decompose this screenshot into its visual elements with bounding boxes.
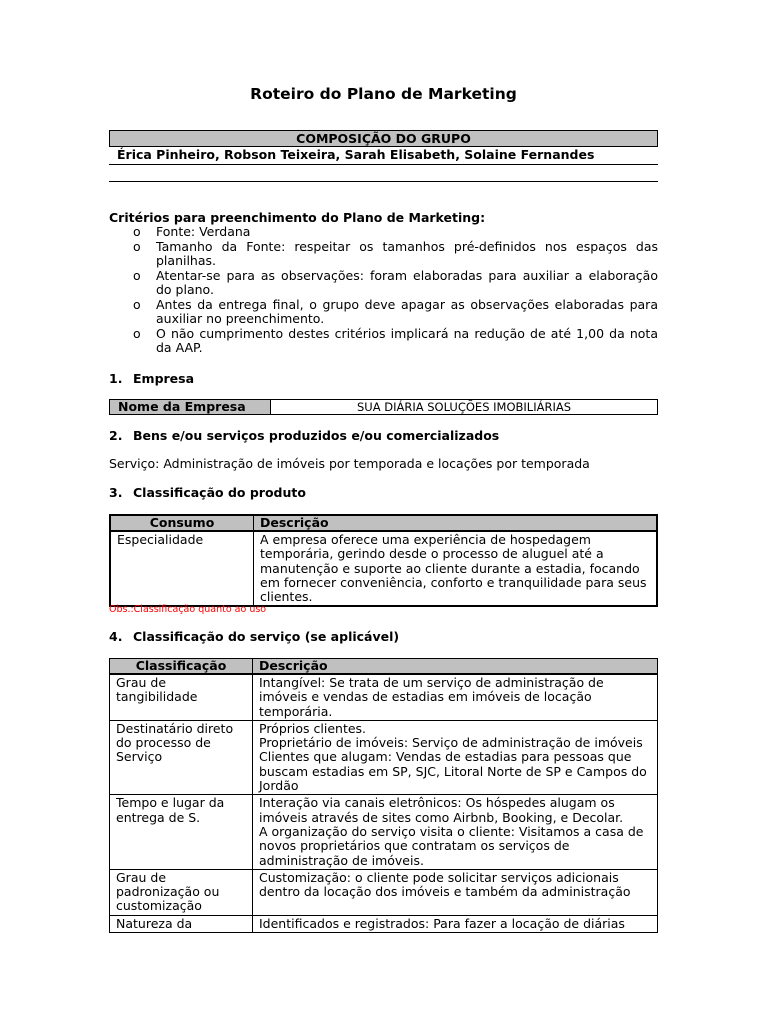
criteria-item: o Atentar-se para as observações: foram elaboradas para auxiliar a elaboração do plano. (133, 267, 658, 297)
criteria-title: Critérios para preenchimento do Plano de Marketing: (109, 210, 486, 225)
criteria-item: o O não cumprimento destes critérios implicará na redução de até 1,00 da nota da AAP. (133, 325, 658, 355)
bullet: o (133, 224, 141, 239)
row-label: Tempo e lugar da entrega de S. (110, 795, 253, 869)
section-servico-title: 4. Classificação do serviço (se aplicável) (109, 629, 400, 644)
produto-table (109, 514, 658, 607)
bullet: o (133, 296, 141, 312)
bullet: o (133, 238, 141, 254)
servico-description: Serviço: Administração de imóveis por temporada e locações por temporada (109, 456, 590, 471)
col-header-descricao: Descrição (254, 515, 658, 531)
empresa-label: Nome da Empresa (110, 400, 271, 415)
row-description: A empresa oferece uma experiência de hospedagem temporária, gerindo desde o processo de aluguel até a manutenção e suporte ao cliente durante a estadia, focando em fornecer conveniência, conforto e tranquilidade para seus clientes. (254, 531, 658, 606)
table-row (110, 674, 658, 720)
row-label: Especialidade (110, 531, 254, 606)
row-description: Customização: o cliente pode solicitar serviços adicionais dentro da locação dos imóveis e também da administração (253, 869, 658, 915)
criteria-list (109, 225, 658, 356)
row-description: Interação via canais eletrônicos: Os hóspedes alugam os imóveis através de sites como Airbnb, Booking, e Decolar. A organização do serviço visita o cliente: Visitamos a casa de novos proprietários que contratam os serviços de administração de imóveis. (253, 795, 658, 869)
obs-note: Obs.:Classificação quanto ao uso (109, 604, 267, 615)
section-bens-title: 2. Bens e/ou serviços produzidos e/ou comercializados (109, 428, 500, 443)
row-description: Identificados e registrados: Para fazer a locação de diárias (253, 915, 658, 932)
criteria-item: o Antes da entrega final, o grupo deve apagar as observações elaboradas para auxiliar no preenchimento. (133, 296, 658, 326)
group-header: COMPOSIÇÃO DO GRUPO (109, 130, 658, 147)
row-label: Destinatário direto do processo de Serviço (110, 720, 253, 794)
blank-line (109, 165, 658, 182)
group-section (109, 130, 658, 182)
row-description: Próprios clientes. Proprietário de imóveis: Serviço de administração de imóveis Clientes que alugam: Vendas de estadias para pessoas que buscam estadias em SP, SJC, Litoral Norte de SP e Campos do Jordão (253, 720, 658, 794)
empresa-table (109, 399, 658, 415)
row-description: Intangível: Se trata de um serviço de administração de imóveis e vendas de estadias em imóveis de locação temporária. (253, 674, 658, 720)
section-produto-title: 3. Classificação do produto (109, 485, 306, 500)
group-names: Érica Pinheiro, Robson Teixeira, Sarah Elisabeth, Solaine Fernandes (109, 147, 658, 165)
table-row (110, 915, 658, 932)
servico-table (109, 658, 658, 933)
table-row (110, 869, 658, 915)
table-row (110, 531, 657, 606)
table-row (110, 720, 658, 794)
criteria-item: o Tamanho da Fonte: respeitar os tamanhos pré-definidos nos espaços das planilhas. (133, 238, 658, 268)
empresa-value: SUA DIÁRIA SOLUÇÕES IMOBILIÁRIAS (271, 400, 658, 415)
col-header-descricao: Descrição (253, 659, 658, 675)
page-title: Roteiro do Plano de Marketing (250, 85, 517, 103)
table-row (110, 795, 658, 869)
col-header-classificacao: Classificação (110, 659, 253, 675)
row-label: Natureza da (110, 915, 253, 932)
criteria-item: o Fonte: Verdana (133, 224, 251, 239)
bullet: o (133, 267, 141, 283)
row-label: Grau de tangibilidade (110, 674, 253, 720)
criteria-section (109, 210, 658, 356)
row-label: Grau de padronização ou customização (110, 869, 253, 915)
col-header-consumo: Consumo (110, 515, 254, 531)
bullet: o (133, 325, 141, 341)
section-empresa-title: 1. Empresa (109, 371, 195, 386)
